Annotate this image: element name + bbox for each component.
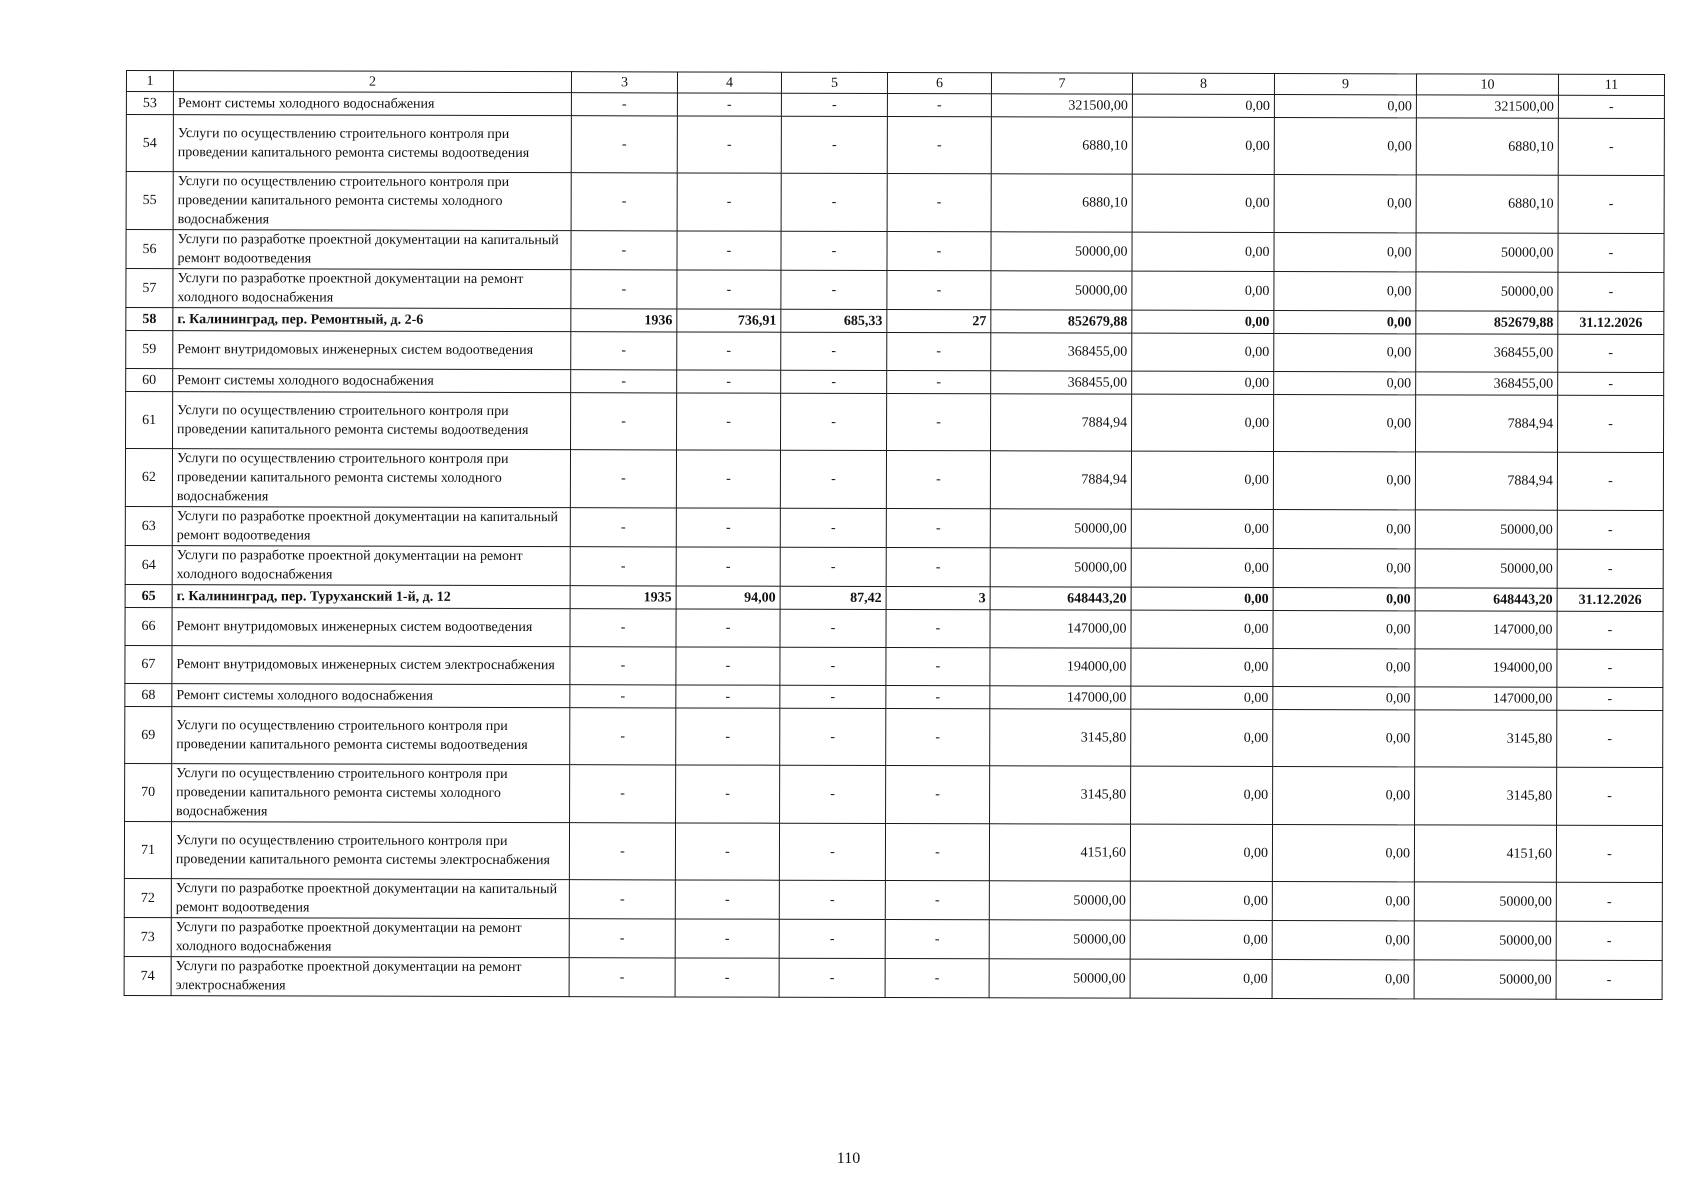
col-7-value: 852679,88 [991,310,1132,333]
col-7-value: 50000,00 [990,548,1131,587]
col-7-value: 147000,00 [990,610,1131,648]
col-8-value: 0,00 [1131,451,1273,509]
col-11-value: - [1558,118,1664,175]
col-7-value: 50000,00 [990,509,1131,548]
col-10-value: 50000,00 [1414,921,1556,960]
col-9-value: 0,00 [1274,395,1416,452]
col-9-value: 0,00 [1273,767,1415,825]
col-3-value: - [571,93,677,116]
work-name: Услуги по осуществлению строительного контроля при проведении капитального ремонта системы водоотведения [173,392,571,450]
header-cell: 4 [677,72,781,93]
col-6-value: - [885,958,989,997]
col-11-value: - [1557,649,1663,687]
col-6-value: - [887,116,991,173]
col-9-value: 0,00 [1274,233,1416,272]
col-5-value: 685,33 [781,309,887,332]
col-6-value: - [887,93,991,116]
row-number: 57 [126,269,173,308]
row-number: 55 [126,172,173,230]
work-name: Услуги по осуществлению строительного контроля при проведении капитального ремонта системы водоотведения [172,707,570,765]
col-4-value: - [676,547,780,586]
col-11-value: - [1556,825,1662,882]
col-5-value: - [781,93,887,116]
col-11-value: - [1557,687,1663,710]
header-cell: 3 [571,72,677,93]
col-11-value: - [1557,611,1663,649]
col-9-value: 0,00 [1273,611,1415,649]
row-number: 54 [126,115,173,172]
header-cell: 11 [1558,74,1664,95]
header-cell: 1 [126,71,173,92]
col-3-value: - [570,508,676,547]
col-3-value: - [570,685,676,708]
col-5-value: - [780,609,886,647]
col-7-value: 648443,20 [990,587,1131,610]
col-6-value: 3 [886,586,990,609]
col-4-value: - [676,450,780,508]
work-name: Услуги по осуществлению строительного контроля при проведении капитального ремонта системы электроснабжения [171,822,569,880]
col-3-value: - [571,116,677,173]
work-name: Ремонт системы холодного водоснабжения [172,684,570,708]
col-5-value: - [781,393,887,450]
col-3-value: 1935 [570,586,676,609]
table-row [126,331,1664,373]
row-number: 66 [125,607,172,645]
col-5-value: - [780,547,886,586]
col-4-value: - [677,173,781,231]
work-name: Услуги по осуществлению строительного контроля при проведении капитального ремонта системы водоотведения [173,115,571,173]
col-8-value: 0,00 [1131,548,1273,587]
col-3-value: - [569,919,675,958]
col-3-value: - [569,958,675,997]
col-5-value: - [779,880,885,919]
col-10-value: 648443,20 [1415,588,1557,611]
col-9-value: 0,00 [1274,272,1416,311]
col-7-value: 368455,00 [991,333,1132,371]
col-10-value: 3145,80 [1415,767,1557,825]
col-3-value: - [570,647,676,685]
table-row [126,115,1664,176]
header-cell: 9 [1274,74,1416,95]
col-11-value: - [1556,960,1662,999]
col-3-value: - [570,547,676,586]
col-7-value: 3145,80 [990,709,1131,766]
col-8-value: 0,00 [1131,686,1273,709]
col-8-value: 0,00 [1132,371,1274,394]
col-8-value: 0,00 [1132,94,1274,117]
work-name: Услуги по разработке проектной документации на ремонт холодного водоснабжения [172,546,570,586]
col-7-value: 194000,00 [990,648,1131,686]
col-4-value: - [676,647,780,685]
col-7-value: 50000,00 [991,271,1132,310]
col-3-value: - [571,173,677,231]
col-5-value: - [780,450,886,508]
row-number: 70 [125,763,172,821]
col-3-value: - [570,765,676,823]
col-9-value: 0,00 [1274,311,1416,334]
col-9-value: 0,00 [1273,687,1415,710]
col-10-value: 368455,00 [1416,372,1558,395]
col-4-value: - [677,332,781,370]
work-name: Услуги по осуществлению строительного контроля при проведении капитального ремонта системы холодного водоснабжения [173,172,571,231]
col-4-value: - [675,958,779,997]
col-9-value: 0,00 [1272,882,1414,921]
col-9-value: 0,00 [1273,710,1415,767]
work-name: Услуги по разработке проектной документации на ремонт холодного водоснабжения [171,918,569,958]
table-row [125,706,1663,767]
work-name: Услуги по разработке проектной документации на ремонт электроснабжения [171,957,569,997]
col-7-value: 7884,94 [991,394,1132,451]
col-11-value: - [1557,510,1663,549]
col-8-value: 0,00 [1132,232,1274,271]
table-row [126,172,1664,234]
col-5-value: - [780,647,886,685]
table-row [125,645,1663,687]
col-8-value: 0,00 [1130,959,1272,998]
col-5-value: - [780,708,886,765]
col-10-value: 50000,00 [1415,549,1557,588]
col-9-value: 0,00 [1273,510,1415,549]
table-row [124,878,1662,921]
col-11-value: - [1558,334,1664,372]
table-row [125,506,1663,549]
row-number: 71 [124,821,171,878]
work-name: Услуги по разработке проектной документации на капитальный ремонт водоотведения [172,507,570,547]
col-11-value: 31.12.2026 [1557,588,1663,611]
col-11-value: - [1557,710,1663,767]
col-3-value: - [571,231,677,270]
col-11-value: 31.12.2026 [1558,311,1664,334]
table-row [125,449,1663,511]
col-6-value: - [887,231,991,270]
col-10-value: 4151,60 [1414,825,1556,882]
col-8-value: 0,00 [1131,709,1273,766]
col-4-value: - [675,880,779,919]
col-3-value: - [570,450,676,508]
col-3-value: - [569,823,675,880]
col-4-value: - [677,370,781,393]
row-number: 61 [126,392,173,449]
table-row [126,392,1664,453]
col-5-value: - [780,685,886,708]
col-5-value: - [781,231,887,270]
table-row [125,763,1663,825]
row-number: 53 [126,92,173,115]
col-4-value: - [677,393,781,450]
col-8-value: 0,00 [1132,394,1274,451]
col-10-value: 6880,10 [1416,118,1558,175]
col-5-value: 87,42 [780,586,886,609]
col-10-value: 6880,10 [1416,175,1558,233]
work-name: г. Калининград, пер. Туруханский 1-й, д. 12 [172,585,570,609]
col-6-value: - [886,647,990,685]
col-7-value: 4151,60 [989,824,1130,881]
col-11-value: - [1558,272,1664,311]
col-7-value: 3145,80 [990,766,1131,824]
data-table [124,70,1665,1000]
col-6-value: - [885,823,989,880]
col-6-value: 27 [887,309,991,332]
col-5-value: - [780,765,886,823]
col-6-value: - [886,508,990,547]
table-row [126,269,1664,312]
col-3-value: - [571,270,677,309]
col-7-value: 50000,00 [991,232,1132,271]
col-10-value: 147000,00 [1415,611,1557,649]
col-4-value: - [676,708,780,765]
row-number: 56 [126,230,173,269]
work-name: Услуги по осуществлению строительного контроля при проведении капитального ремонта системы холодного водоснабжения [172,764,570,823]
col-11-value: - [1558,395,1664,452]
col-9-value: 0,00 [1274,334,1416,372]
header-cell: 5 [781,72,887,93]
col-5-value: - [779,823,885,880]
col-3-value: - [570,708,676,765]
row-number: 67 [125,645,172,683]
col-10-value: 50000,00 [1414,882,1556,921]
col-8-value: 0,00 [1131,610,1273,648]
document-sheet [124,70,1664,1000]
work-name: Ремонт системы холодного водоснабжения [173,369,571,393]
header-cell: 10 [1416,74,1558,95]
table-row [125,545,1663,588]
page-number: 110 [836,1150,861,1167]
col-3-value: - [571,370,677,393]
col-7-value: 7884,94 [990,451,1131,509]
col-7-value: 147000,00 [990,686,1131,709]
col-4-value: - [677,270,781,309]
col-4-value: - [676,609,780,647]
col-4-value: - [676,685,780,708]
row-number: 60 [126,369,173,392]
col-6-value: - [887,270,991,309]
col-4-value: - [676,765,780,823]
col-4-value: - [677,231,781,270]
col-5-value: - [781,116,887,173]
col-10-value: 321500,00 [1416,95,1558,118]
col-6-value: - [886,609,990,647]
col-8-value: 0,00 [1132,333,1274,371]
header-cell: 6 [887,72,991,93]
col-11-value: - [1557,549,1663,588]
col-3-value: - [570,609,676,647]
col-10-value: 368455,00 [1416,334,1558,372]
col-11-value: - [1556,921,1662,960]
col-11-value: - [1556,882,1662,921]
col-7-value: 368455,00 [991,371,1132,394]
row-number: 59 [126,331,173,369]
work-name: Услуги по разработке проектной документации на капитальный ремонт водоотведения [173,230,571,270]
col-6-value: - [887,173,991,231]
col-4-value: - [675,919,779,958]
col-4-value: 736,91 [677,309,781,332]
col-9-value: 0,00 [1274,175,1416,233]
col-5-value: - [781,370,887,393]
col-10-value: 50000,00 [1416,272,1558,311]
col-9-value: 0,00 [1272,960,1414,999]
col-7-value: 50000,00 [989,881,1130,920]
col-8-value: 0,00 [1132,174,1274,232]
col-5-value: - [781,270,887,309]
work-name: Ремонт системы холодного водоснабжения [173,92,571,116]
col-4-value: - [677,93,781,116]
col-6-value: - [886,547,990,586]
col-10-value: 852679,88 [1416,311,1558,334]
col-9-value: 0,00 [1273,588,1415,611]
work-name: Услуги по осуществлению строительного контроля при проведении капитального ремонта системы холодного водоснабжения [172,449,570,508]
work-name: Услуги по разработке проектной документации на ремонт холодного водоснабжения [173,269,571,309]
col-9-value: 0,00 [1274,95,1416,118]
table-row [125,607,1663,649]
col-7-value: 6880,10 [991,117,1132,174]
col-4-value: - [676,508,780,547]
col-6-value: - [887,332,991,370]
row-number: 73 [124,917,171,956]
col-10-value: 147000,00 [1415,687,1557,710]
col-9-value: 0,00 [1272,921,1414,960]
col-8-value: 0,00 [1131,509,1273,548]
col-8-value: 0,00 [1132,310,1274,333]
col-6-value: - [885,880,989,919]
row-number: 58 [126,308,173,331]
col-5-value: - [781,332,887,370]
row-number: 65 [125,584,172,607]
col-9-value: 0,00 [1272,825,1414,882]
col-4-value: - [677,116,781,173]
col-6-value: - [886,765,990,823]
col-6-value: - [887,370,991,393]
row-number: 62 [125,449,172,507]
col-10-value: 7884,94 [1416,395,1558,452]
col-8-value: 0,00 [1132,271,1274,310]
col-8-value: 0,00 [1132,117,1274,174]
col-7-value: 321500,00 [991,94,1132,117]
row-number: 63 [125,506,172,545]
col-8-value: 0,00 [1130,881,1272,920]
col-9-value: 0,00 [1274,118,1416,175]
col-5-value: - [780,508,886,547]
col-11-value: - [1558,233,1664,272]
table-row [124,956,1662,999]
col-6-value: - [886,708,990,765]
col-11-value: - [1557,452,1663,510]
col-3-value: - [571,393,677,450]
row-number: 69 [125,706,172,763]
col-5-value: - [779,919,885,958]
col-4-value: - [675,823,779,880]
work-name: Услуги по разработке проектной документации на капитальный ремонт водоотведения [171,879,569,919]
col-9-value: 0,00 [1273,452,1415,510]
col-10-value: 7884,94 [1415,452,1557,510]
col-8-value: 0,00 [1130,920,1272,959]
col-5-value: - [781,173,887,231]
row-number: 64 [125,545,172,584]
col-11-value: - [1558,175,1664,233]
col-11-value: - [1558,372,1664,395]
col-8-value: 0,00 [1131,648,1273,686]
col-8-value: 0,00 [1131,587,1273,610]
col-3-value: 1936 [571,309,677,332]
col-3-value: - [571,332,677,370]
work-name: Ремонт внутридомовых инженерных систем водоотведения [172,608,570,647]
col-4-value: 94,00 [676,586,780,609]
work-name: Ремонт внутридомовых инженерных систем электроснабжения [172,646,570,685]
col-10-value: 50000,00 [1415,510,1557,549]
table-row [124,917,1662,960]
col-9-value: 0,00 [1273,549,1415,588]
table-row [124,821,1662,882]
col-10-value: 50000,00 [1414,960,1556,999]
col-7-value: 50000,00 [989,920,1130,959]
col-3-value: - [569,880,675,919]
col-7-value: 50000,00 [989,959,1130,998]
row-number: 68 [125,683,172,706]
col-10-value: 194000,00 [1415,649,1557,687]
col-6-value: - [887,393,991,450]
col-9-value: 0,00 [1273,649,1415,687]
col-6-value: - [886,450,990,508]
header-cell: 2 [173,71,571,93]
row-number: 72 [124,878,171,917]
col-9-value: 0,00 [1274,372,1416,395]
col-8-value: 0,00 [1131,766,1273,824]
row-number: 74 [124,956,171,995]
col-10-value: 3145,80 [1415,710,1557,767]
header-cell: 7 [991,73,1132,94]
col-8-value: 0,00 [1130,824,1272,881]
col-5-value: - [779,958,885,997]
table-row [126,230,1664,273]
work-name: г. Калининград, пер. Ремонтный, д. 2-6 [173,308,571,332]
col-10-value: 50000,00 [1416,233,1558,272]
col-11-value: - [1557,767,1663,825]
col-7-value: 6880,10 [991,174,1132,232]
col-11-value: - [1558,95,1664,118]
col-6-value: - [885,919,989,958]
col-6-value: - [886,685,990,708]
header-cell: 8 [1132,73,1274,94]
work-name: Ремонт внутридомовых инженерных систем водоотведения [173,331,571,370]
